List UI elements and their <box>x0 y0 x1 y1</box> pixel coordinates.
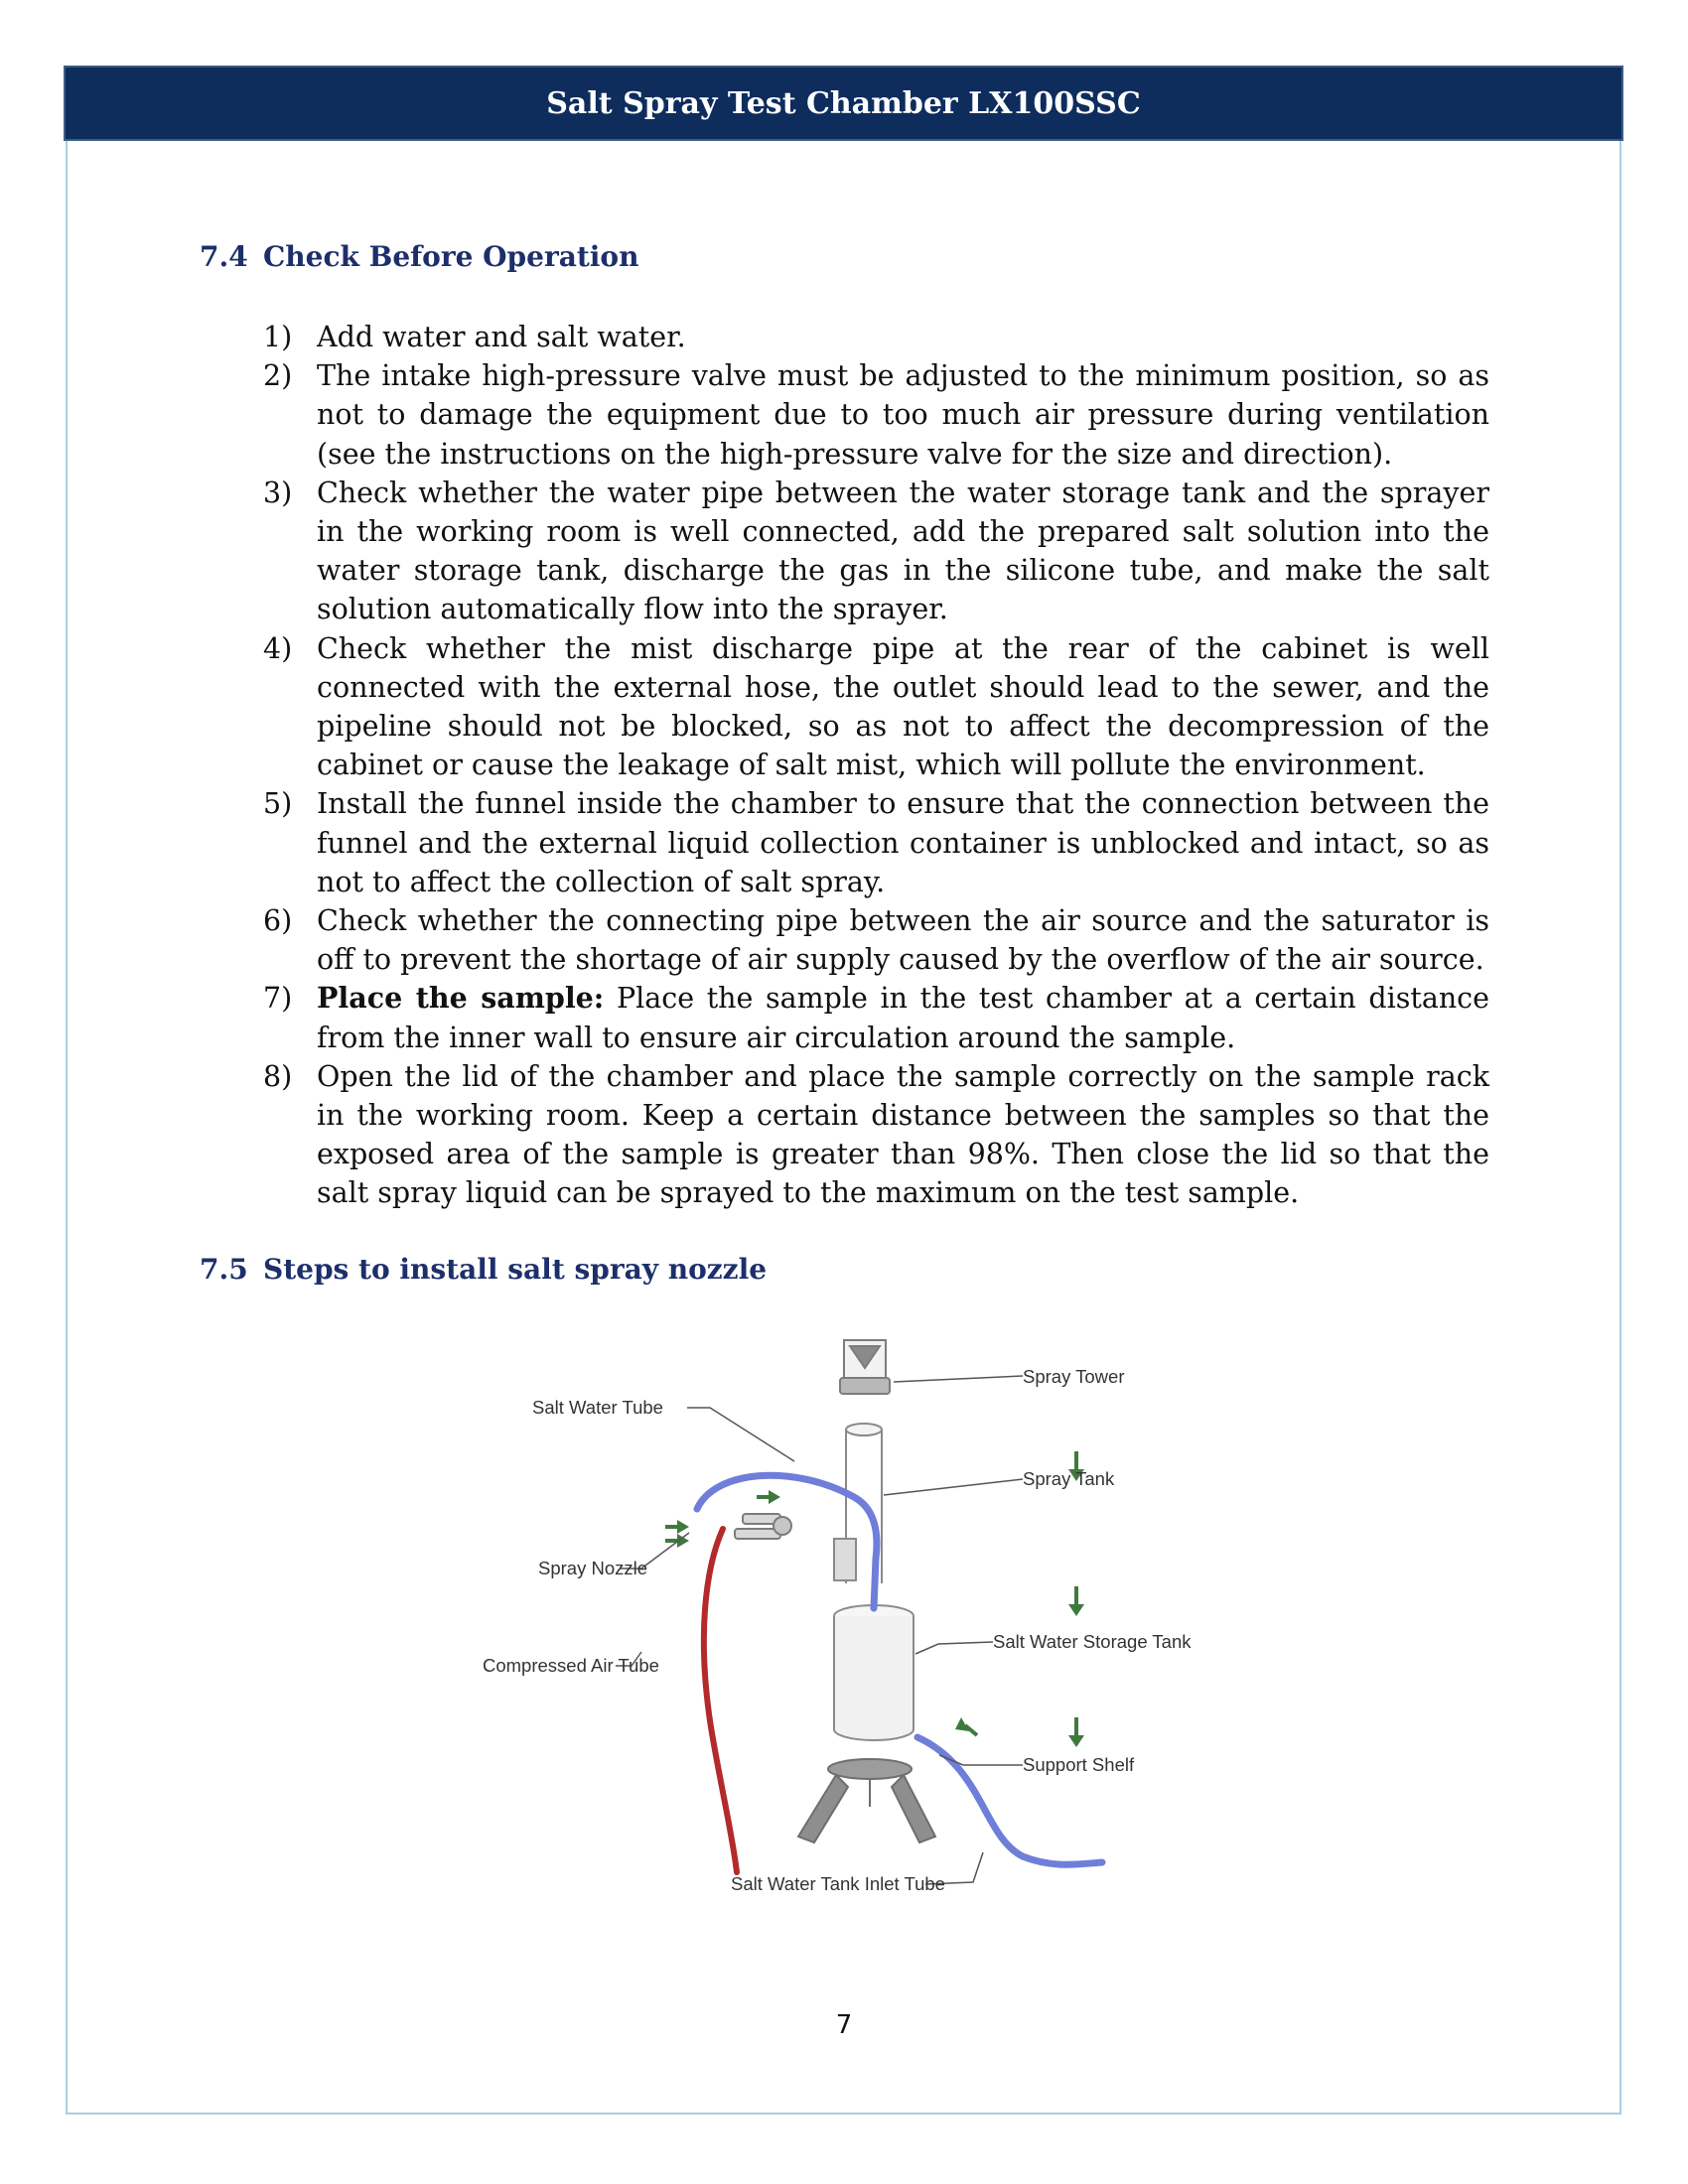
label-compressed-air-tube: Compressed Air Tube <box>483 1655 659 1676</box>
label-support-shelf: Support Shelf <box>1023 1754 1135 1775</box>
list-item <box>263 318 1489 356</box>
list-marker: 2) <box>263 359 293 393</box>
label-salt-water-storage-tank: Salt Water Storage Tank <box>993 1631 1192 1652</box>
list-item-bold: Place the sample: <box>317 981 605 1016</box>
label-spray-tower: Spray Tower <box>1023 1366 1125 1387</box>
spray-nozzle-part <box>735 1514 791 1539</box>
list-item-text: Check whether the mist discharge pipe at the rear of the cabinet is well connected with the external hose, the outlet should lead to the sewer, and the pipeline should not be blocked, so as not to affect the decompression of the cabinet or cause the leakage of salt mist, which will pollute the environment. <box>317 631 1489 782</box>
list-marker: 4) <box>263 631 293 665</box>
label-salt-water-tank-inlet-tube: Salt Water Tank Inlet Tube <box>731 1873 945 1894</box>
label-spray-nozzle: Spray Nozzle <box>538 1558 648 1578</box>
compressed-air-tube <box>704 1529 737 1872</box>
section-number: 7.4 <box>200 240 248 273</box>
list-marker: 3) <box>263 476 293 509</box>
list-marker: 1) <box>263 321 293 353</box>
label-spray-tank: Spray Tank <box>1023 1468 1115 1489</box>
list-item-text: Install the funnel inside the chamber to ensure that the connection between the funnel and the external liquid collection container is unblocked and intact, so as not to affect the collection of salt spray. <box>317 787 1489 898</box>
list-item <box>263 901 1489 979</box>
list-item <box>263 629 1489 785</box>
section-title: Steps to install salt spray nozzle <box>263 1253 768 1286</box>
list-item <box>263 979 1489 1056</box>
list-item-text: The intake high-pressure valve must be adjusted to the minimum position, so as not to damage the equipment due to too much air pressure during ventilation (see the instructions on the high-pressure valve for the size and direction). <box>317 359 1489 471</box>
list-item-text: Open the lid of the chamber and place the sample correctly on the sample rack in the working room. Keep a certain distance between the samples so that the exposed area of the sample is greater than 98%. Then close the lid so that the salt spray liquid can be sprayed to the maximum on the test sample. <box>317 1059 1489 1210</box>
list-item-text: Add water and salt water. <box>317 321 686 353</box>
list-item <box>263 1057 1489 1213</box>
nozzle-installation-diagram <box>467 1320 1231 1926</box>
section-title: Check Before Operation <box>263 240 639 273</box>
spray-tower-part <box>840 1340 890 1394</box>
section-heading-7-5 <box>200 1253 767 1286</box>
list-item-text: Check whether the connecting pipe between the air source and the saturator is off to prevent the shortage of air supply caused by the overflow of the air source. <box>317 904 1489 977</box>
list-item <box>263 474 1489 629</box>
list-marker: 8) <box>263 1059 293 1093</box>
list-item-text: Check whether the water pipe between the water storage tank and the sprayer in the working room is well connected, add the prepared salt solution into the water storage tank, discharge the gas in the silicone tube, and make the salt solution automatically flow into the sprayer. <box>317 476 1489 626</box>
support-shelf-part <box>798 1759 935 1843</box>
list-marker: 7) <box>263 982 293 1016</box>
header-title: Salt Spray Test Chamber LX100SSC <box>546 85 1141 121</box>
label-salt-water-tube: Salt Water Tube <box>532 1397 663 1418</box>
section-number: 7.5 <box>200 1253 248 1286</box>
list-marker: 6) <box>263 904 293 938</box>
page-number: 7 <box>835 2010 853 2040</box>
list-item <box>263 356 1489 474</box>
salt-water-storage-tank-part <box>834 1605 914 1740</box>
page-header <box>64 66 1623 141</box>
checklist <box>263 318 1489 1213</box>
section-heading-7-4 <box>200 240 638 273</box>
list-item-text: Place the sample in the test chamber at a certain distance from the inner wall to ensure air circulation around the sample. <box>317 982 1489 1054</box>
list-item <box>263 784 1489 901</box>
list-marker: 5) <box>263 787 293 821</box>
